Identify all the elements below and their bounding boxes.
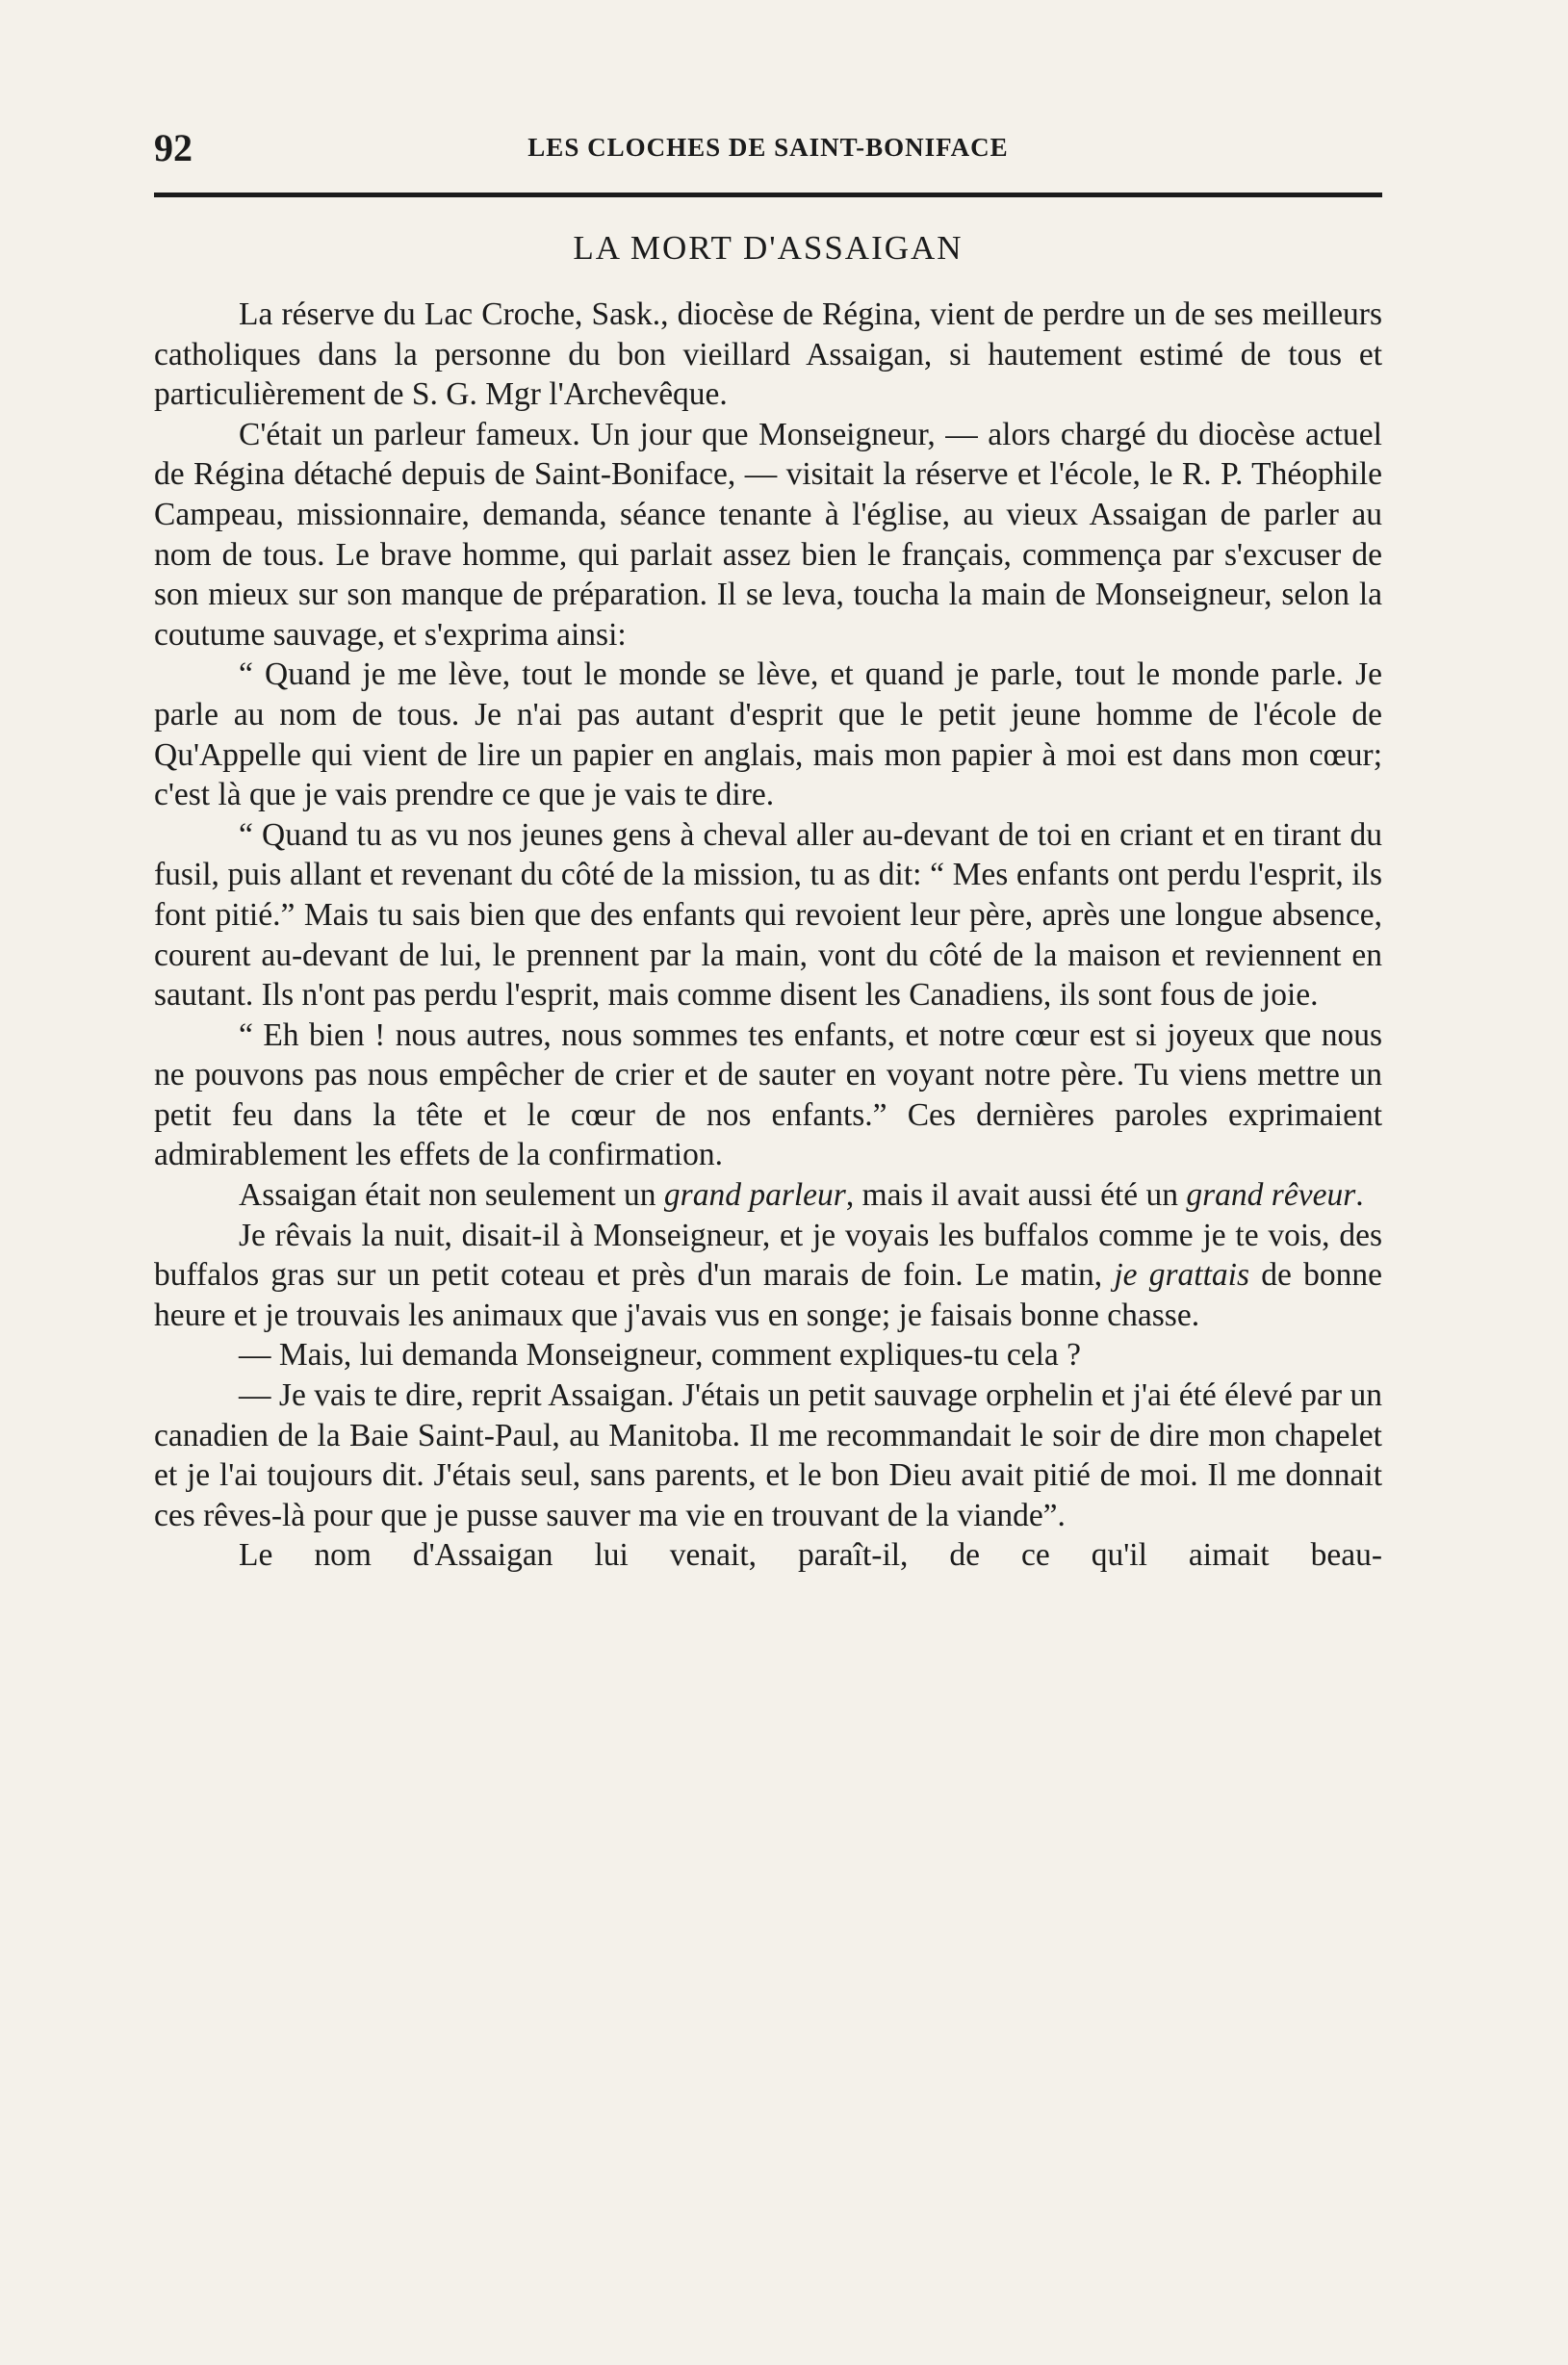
header-rule — [154, 193, 1382, 197]
italic-phrase: grand parleur — [663, 1177, 846, 1214]
paragraph: C'était un parleur fameux. Un jour que Monseigneur, — alors chargé du diocèse actuel de Régina détaché depuis de Saint-Boniface, — visitait la réserve et l'école, le R. P. Théophile Campeau, missionnaire, demanda, séance tenante à l'église, au vieux Assaigan de parler au nom de tous. Le brave homme, qui parlait assez bien le français, commença par s'excuser de son mieux sur son manque de préparation. Il se leva, toucha la main de Monseigneur, selon la coutume sauvage, et s'exprima ainsi: — [154, 416, 1382, 653]
paragraph: “ Eh bien ! nous autres, nous sommes tes enfants, et notre cœur est si joyeux que nous ne pouvons pas nous empêcher de crier et de sauter en voyant notre père. Tu viens mettre un petit feu dans la tête et le cœur de nos enfants.” Ces dernières paroles exprimaient admirablement les effets de la confirmation. — [154, 1016, 1382, 1173]
paragraph: La réserve du Lac Croche, Sask., diocèse de Régina, vient de perdre un de ses meilleurs catholiques dans la personne du bon vieillard Assaigan, si hautement estimé de tous et particulièrement de S. G. Mgr l'Archevêque. — [154, 296, 1382, 413]
paragraph — [154, 1175, 1382, 1216]
chapter-title: LA MORT D'ASSAIGAN — [573, 229, 964, 267]
paragraph: “ Quand je me lève, tout le monde se lève, et quand je parle, tout le monde parle. Je parle au nom de tous. Je n'ai pas autant d'esprit que le petit jeune homme de l'école de Qu'Appelle qui vient de lire un papier en anglais, mais mon papier à moi est dans mon cœur; c'est là que je vais prendre ce que je vais te dire. — [154, 656, 1382, 813]
text-run: Je rêvais la nuit, disait-il à Monseigneur, et je voyais les buffalos comme je te vois, des buffalos gras sur un petit coteau et près d'un marais de foin. Le matin, — [154, 1217, 1382, 1294]
italic-phrase: grand rêveur — [1186, 1177, 1356, 1214]
page-header — [154, 116, 1382, 183]
paragraph: — Je vais te dire, reprit Assaigan. J'étais un petit sauvage orphelin et j'ai été élevé par un canadien de la Baie Saint-Paul, au Manitoba. Il me recommandait le soir de dire mon chapelet et je l'ai toujours dit. J'étais seul, sans parents, et le bon Dieu avait pitié de moi. Il me donnait ces rêves-là pour que je pusse sauver ma vie en trouvant de la viande”. — [154, 1377, 1382, 1533]
paragraph: Le nom d'Assaigan lui venait, paraît-il, de ce qu'il aimait beau- — [239, 1537, 1382, 1574]
text-run: de bonne heure et je trouvais les animaux que j'avais vus en songe; je faisais bonne chasse. — [154, 1257, 1382, 1333]
page-number: 92 — [154, 126, 193, 169]
book-page — [154, 116, 1382, 2272]
paragraph — [154, 1216, 1382, 1336]
text-run: Assaigan était non seulement un — [239, 1177, 656, 1214]
body-text — [154, 295, 1382, 1576]
text-run: , mais il avait aussi été un — [845, 1177, 1179, 1214]
text-run: . — [1355, 1177, 1364, 1214]
paragraph: — Mais, lui demanda Monseigneur, comment expliques-tu cela ? — [239, 1337, 1082, 1374]
italic-phrase: je grattais — [1114, 1257, 1250, 1294]
paragraph: “ Quand tu as vu nos jeunes gens à cheval aller au-devant de toi en criant et en tirant du fusil, puis allant et revenant du côté de la mission, tu as dit: “ Mes enfants ont perdu l'esprit, ils font pitié.” Mais tu sais bien que des enfants qui revoient leur père, après une longue absence, courent au-devant de lui, le prennent par la main, vont du côté de la maison et reviennent en sautant. Ils n'ont pas perdu l'esprit, mais comme disent les Canadiens, ils sont fous de joie. — [154, 816, 1382, 1014]
running-title: LES CLOCHES DE SAINT-BONIFACE — [527, 133, 1009, 162]
